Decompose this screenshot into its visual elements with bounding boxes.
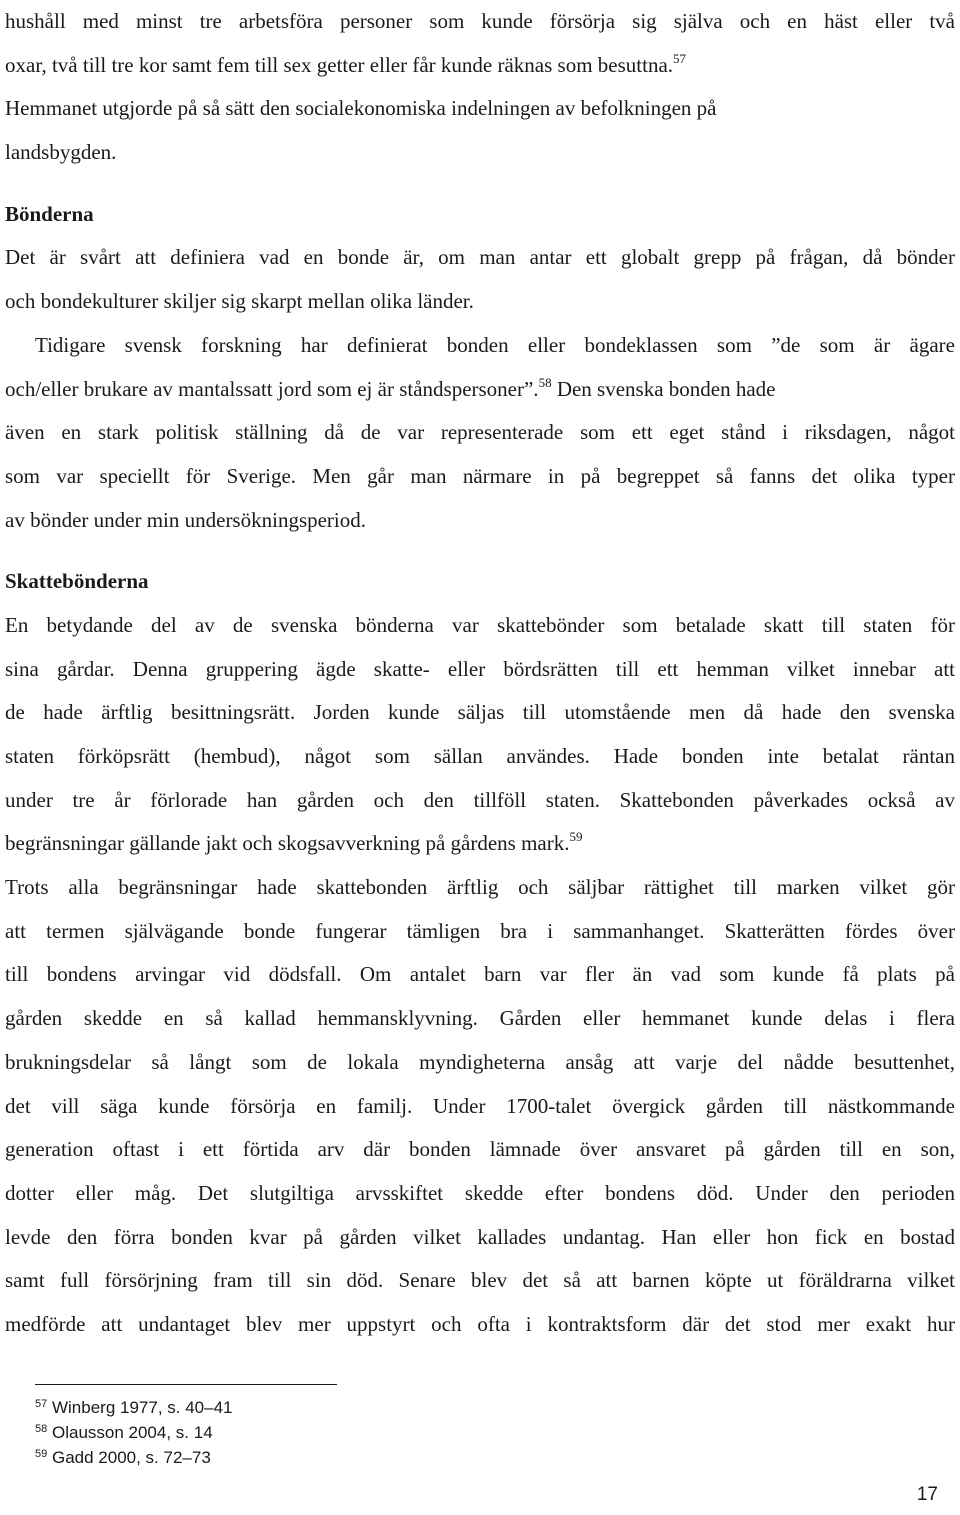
text-line: under tre år förlorade han gården och den tillföll staten. Skattebonden påverkades också av bbox=[5, 787, 955, 812]
text-line: staten förköpsrätt (hembud), något som sällan användes. Hade bonden inte betalat räntan bbox=[5, 744, 955, 768]
section-bonderna bbox=[5, 193, 955, 543]
text-line: och/eller brukare av mantalssatt jord som ej är ståndspersoner”.$^{58}$ Den svenska bonden hade bbox=[5, 374, 776, 401]
text-line: sina gårdar. Denna gruppering ägde skatte- eller bördsrätten till ett hemman vilket innebar att bbox=[5, 656, 955, 681]
text-line: medförde att undantaget blev mer uppstyrt och ofta i kontraktsform där det stod mer exakt hur bbox=[5, 1311, 955, 1336]
text-line: gården skedde en så kallad hemmansklyvning. Gården eller hemmanet kunde delas i flera bbox=[5, 1006, 955, 1031]
footnote-text: Winberg 1977, s. 40–41 bbox=[51, 1398, 233, 1417]
text-line: samt full försörjning fram till sin död. Senare blev det så att barnen köpte ut föräldrarna vilket bbox=[5, 1268, 955, 1293]
document-body bbox=[5, 0, 955, 1347]
footnote bbox=[35, 1445, 337, 1470]
text-line: till bondens arvingar vid dödsfall. Om antalet barn var fler än vad som kunde få plats på bbox=[5, 962, 955, 987]
footnote-ref[interactable]: 57 bbox=[673, 50, 687, 66]
section-heading: Skattebönderna bbox=[5, 569, 149, 594]
footnote-ref[interactable]: 58 bbox=[538, 374, 552, 390]
text-line: hushåll med minst tre arbetsföra personer som kunde försörja sig själva och en häst eller två bbox=[5, 9, 955, 33]
section-skattebonderna bbox=[5, 560, 955, 1346]
text-line: Hemmanet utgjorde på så sätt den socialekonomiska indelningen av befolkningen på bbox=[5, 96, 717, 121]
page-number: 17 bbox=[916, 1484, 938, 1505]
footnote-number: 58 bbox=[35, 1423, 48, 1435]
text-line: brukningsdelar så långt som de lokala myndigheterna ansåg att varje del nådde besuttenhet, bbox=[5, 1049, 955, 1074]
text-line: En betydande del av de svenska bönderna var skattebönder som betalade skatt till staten för bbox=[5, 612, 955, 637]
footnote-ref[interactable]: 59 bbox=[569, 829, 583, 845]
footnote-text: Gadd 2000, s. 72–73 bbox=[51, 1448, 211, 1467]
text-line: även en stark politisk ställning då de var representerade som ett eget stånd i riksdagen, något bbox=[5, 420, 955, 445]
text-line: som var speciellt för Sverige. Men går man närmare in på begreppet så fanns det olika typer bbox=[5, 463, 955, 488]
intro-paragraph bbox=[5, 0, 955, 175]
text-line: oxar, två till tre kor samt fem till sex getter eller får kunde räknas som besuttna.$^{57}$ bbox=[5, 50, 687, 77]
footnotes bbox=[35, 1384, 337, 1470]
footnote bbox=[35, 1420, 337, 1445]
footnote-divider bbox=[35, 1384, 337, 1385]
section-heading: Bönderna bbox=[5, 201, 94, 226]
footnote bbox=[35, 1395, 337, 1420]
text-line: generation oftast i ett förtida arv där bonden lämnade över ansvaret på gården till en son, bbox=[5, 1137, 955, 1162]
text-line: Det är svårt att definiera vad en bonde är, om man antar ett globalt grepp på frågan, då bönder bbox=[5, 245, 955, 270]
text-line: Trots alla begränsningar hade skattebonden ärftlig och säljbar rättighet till marken vilket gör bbox=[5, 875, 955, 900]
text-line: att termen självägande bonde fungerar tämligen bra i sammanhanget. Skatterätten fördes över bbox=[5, 918, 955, 943]
text-line: av bönder under min undersökningsperiod. bbox=[5, 507, 367, 532]
text-line: begränsningar gällande jakt och skogsavverkning på gårdens mark.$^{59}$ bbox=[5, 829, 583, 856]
footnote-text: Olausson 2004, s. 14 bbox=[51, 1423, 213, 1442]
text-line: dotter eller måg. Det slutgiltiga arvsskiftet skedde efter bondens död. Under den perioden bbox=[5, 1180, 955, 1205]
text-line: det vill säga kunde försörja en familj. Under 1700-talet övergick gården till nästkommande bbox=[5, 1093, 955, 1118]
text-line: levde den förra bonden kvar på gården vilket kallades undantag. Han eller hon fick en bostad bbox=[5, 1224, 955, 1249]
text-line: Tidigare svensk forskning har definierat bonden eller bondeklassen som ”de som är ägare bbox=[35, 332, 955, 357]
text-line: de hade ärftlig besittningsrätt. Jorden kunde säljas till utomstående men då hade den svenska bbox=[5, 700, 955, 725]
footnote-number: 57 bbox=[35, 1398, 48, 1410]
text-line: och bondekulturer skiljer sig skarpt mellan olika länder. bbox=[5, 289, 474, 314]
footnote-number: 59 bbox=[35, 1448, 48, 1460]
text-line: landsbygden. bbox=[5, 140, 117, 165]
